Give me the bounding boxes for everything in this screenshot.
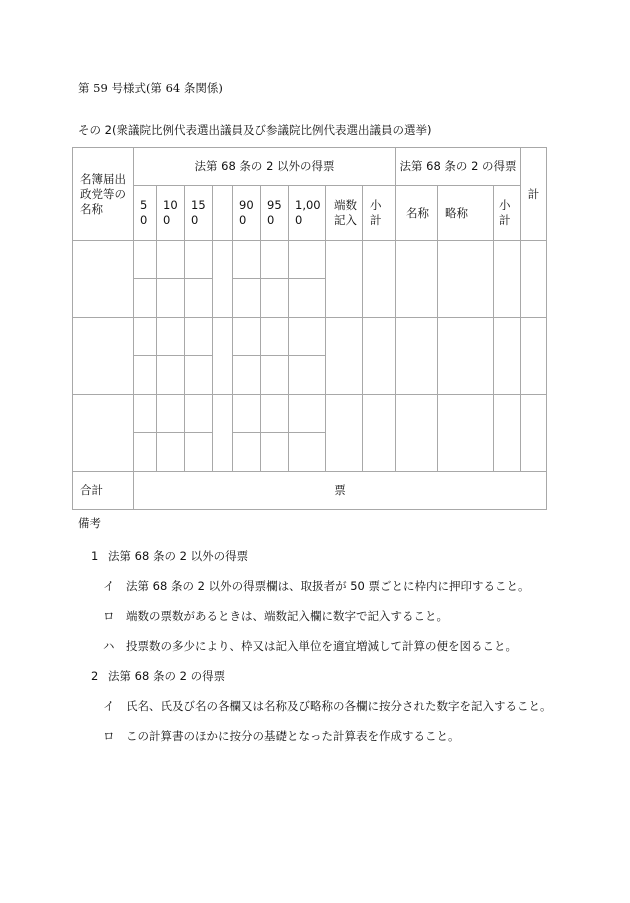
grand-total-row [73, 472, 547, 510]
remarks-item [78, 698, 618, 728]
fraction-entry-cell [326, 318, 363, 395]
votes-unit-label: 票 [334, 483, 346, 497]
omitted-units-header [213, 186, 233, 241]
table-row [73, 241, 547, 279]
total-cell [521, 318, 547, 395]
abbreviation-header: 略称 [438, 186, 494, 241]
item-text: 投票数の多少により、枠又は記入単位を適宜増減して計算の便を図ること。 [126, 639, 517, 653]
remarks-section-title [78, 668, 618, 698]
omitted-units-cell [213, 395, 233, 472]
stamp-cell [289, 356, 326, 395]
stamp-cell [233, 318, 261, 356]
party-name-header-label: 名簿届出政党等の名称 [80, 171, 126, 216]
stamp-cell [185, 241, 213, 279]
unit-label: 1,000 [295, 198, 321, 227]
section-number: 1 [91, 549, 99, 563]
unit-header-900 [233, 186, 261, 241]
subtotal-label: 小計 [499, 198, 511, 227]
article-68-2-subtotal-cell [494, 318, 521, 395]
non-article-68-2-votes-header: 法第 68 条の 2 以外の得票 [134, 148, 396, 186]
name-cell [396, 241, 438, 318]
article-68-2-votes-header: 法第 68 条の 2 の得票 [396, 148, 521, 186]
stamp-cell [261, 395, 289, 433]
stamp-cell [233, 356, 261, 395]
remarks-item [78, 728, 618, 758]
name-header: 名称 [396, 186, 438, 241]
table-row [73, 395, 547, 433]
stamp-cell [289, 279, 326, 318]
stamp-cell [233, 433, 261, 472]
stamp-cell [233, 395, 261, 433]
stamp-cell [185, 433, 213, 472]
abbreviation-cell [438, 395, 494, 472]
remarks-section-title [78, 548, 618, 578]
item-text: 氏名、氏及び名の各欄又は名称及び略称の各欄に按分された数字を記入すること。 [126, 699, 552, 713]
stamp-cell [289, 241, 326, 279]
name-cell [396, 395, 438, 472]
stamp-cell [157, 318, 185, 356]
item-marker: ロ [103, 609, 115, 623]
unit-header-100 [157, 186, 185, 241]
subtotal-cell [363, 318, 396, 395]
fraction-entry-label: 端数記入 [334, 198, 357, 227]
subtotal-header [363, 186, 396, 241]
section-title: 法第 68 条の 2 の得票 [108, 669, 226, 683]
form-subtitle: その 2(衆議院比例代表選出議員及び参議院比例代表選出議員の選挙) [78, 123, 432, 137]
stamp-cell [261, 356, 289, 395]
stamp-cell [134, 279, 157, 318]
fraction-entry-header [326, 186, 363, 241]
omitted-units-cell [213, 318, 233, 395]
stamp-cell [134, 395, 157, 433]
unit-header-50 [134, 186, 157, 241]
stamp-cell [289, 433, 326, 472]
stamp-cell [185, 279, 213, 318]
total-cell [521, 241, 547, 318]
stamp-cell [185, 395, 213, 433]
unit-header-150 [185, 186, 213, 241]
party-name-cell [73, 395, 134, 472]
stamp-cell [157, 356, 185, 395]
subtotal-cell [363, 395, 396, 472]
article-68-2-subtotal-cell [494, 395, 521, 472]
item-marker: イ [103, 579, 115, 593]
abbreviation-cell [438, 318, 494, 395]
stamp-cell [157, 433, 185, 472]
stamp-cell [134, 241, 157, 279]
total-column-header: 計 [521, 148, 547, 241]
fraction-entry-cell [326, 395, 363, 472]
stamp-cell [134, 318, 157, 356]
unit-label: 900 [239, 198, 254, 227]
total-cell [521, 395, 547, 472]
stamp-cell [185, 318, 213, 356]
subtotal-cell [363, 241, 396, 318]
unit-header-950 [261, 186, 289, 241]
article-68-2-subtotal-header [494, 186, 521, 241]
stamp-cell [157, 279, 185, 318]
stamp-cell [261, 318, 289, 356]
grand-total-label: 合計 [73, 472, 134, 510]
vote-count-table [72, 147, 547, 510]
table-header-row [73, 148, 547, 186]
item-marker: イ [103, 699, 115, 713]
stamp-cell [185, 356, 213, 395]
subtotal-label: 小計 [370, 198, 382, 227]
item-text: この計算書のほかに按分の基礎となった計算表を作成すること。 [126, 729, 460, 743]
omitted-units-cell [213, 241, 233, 318]
stamp-cell [261, 241, 289, 279]
stamp-cell [134, 356, 157, 395]
item-marker: ロ [103, 729, 115, 743]
table-subheader-row [73, 186, 547, 241]
stamp-cell [289, 395, 326, 433]
stamp-cell [134, 433, 157, 472]
item-text: 法第 68 条の 2 以外の得票欄は、取扱者が 50 票ごとに枠内に押印すること。 [126, 579, 530, 593]
remarks-section [78, 515, 618, 758]
form-number-title: 第 59 号様式(第 64 条関係) [78, 81, 223, 95]
abbreviation-cell [438, 241, 494, 318]
unit-label: 150 [191, 198, 206, 227]
remarks-item [78, 578, 618, 608]
stamp-cell [157, 241, 185, 279]
party-name-cell [73, 241, 134, 318]
stamp-cell [233, 279, 261, 318]
name-cell [396, 318, 438, 395]
unit-header-1000 [289, 186, 326, 241]
remarks-item [78, 608, 618, 638]
item-text: 端数の票数があるときは、端数記入欄に数字で記入すること。 [126, 609, 448, 623]
party-name-header [73, 148, 134, 241]
unit-label: 50 [140, 198, 148, 227]
remarks-heading: 備考 [78, 516, 101, 530]
section-title: 法第 68 条の 2 以外の得票 [108, 549, 249, 563]
grand-total-votes-cell [134, 472, 547, 510]
item-marker: ハ [103, 639, 115, 653]
fraction-entry-cell [326, 241, 363, 318]
party-name-cell [73, 318, 134, 395]
remarks-item [78, 638, 618, 668]
stamp-cell [261, 433, 289, 472]
stamp-cell [157, 395, 185, 433]
unit-label: 950 [267, 198, 282, 227]
unit-label: 100 [163, 198, 178, 227]
table-row [73, 318, 547, 356]
stamp-cell [261, 279, 289, 318]
section-number: 2 [91, 669, 99, 683]
stamp-cell [289, 318, 326, 356]
stamp-cell [233, 241, 261, 279]
article-68-2-subtotal-cell [494, 241, 521, 318]
